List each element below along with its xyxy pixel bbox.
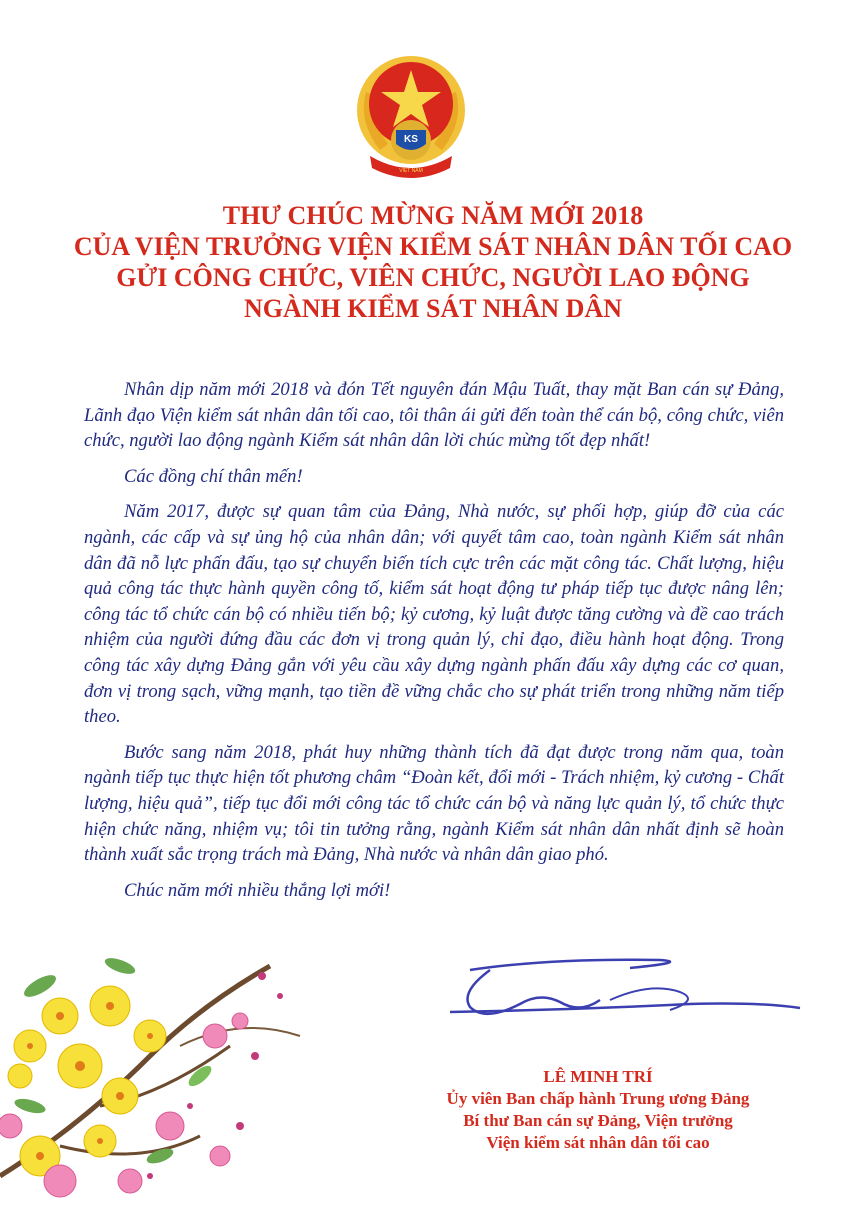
emblem: [352, 52, 470, 184]
title-line: NGÀNH KIỂM SÁT NHÂN DÂN: [244, 294, 622, 323]
title-line: GỬI CÔNG CHỨC, VIÊN CHỨC, NGƯỜI LAO ĐỘNG: [116, 263, 750, 292]
signer-title: Bí thư Ban cán sự Đảng, Viện trưởng: [463, 1111, 733, 1130]
blossom-icon: [0, 926, 420, 1200]
apricot-blossom-decoration: [0, 926, 420, 1200]
handwritten-signature: [430, 952, 810, 1042]
signer-title: Viện kiểm sát nhân dân tối cao: [486, 1133, 710, 1152]
signer-block: [388, 1066, 808, 1154]
body-paragraph: Năm 2017, được sự quan tâm của Đảng, Nhà nước, sự phối hợp, giúp đỡ của các ngành, các cấp và sự ủng hộ của nhân dân; với quyết tâm cao, toàn ngành Kiểm sát nhân dân đã nỗ lực phấn đấu, tạo sự chuyển biến tích cực trên các mặt công tác. Chất lượng, hiệu quả công tác thực hành quyền công tố, kiểm sát hoạt động tư pháp tiếp tục được nâng lên; công tác tổ chức cán bộ có nhiều tiến bộ; kỷ cương, kỷ luật được tăng cường và đề cao trách nhiệm của người đứng đầu các đơn vị trong quản lý, chỉ đạo, điều hành hoạt động. Trong công tác xây dựng Đảng gắn với yêu cầu xây dựng ngành phấn đấu xây dựng các cơ quan, đơn vị trong sạch, vững mạnh, tạo tiền đề vững chắc cho sự phát triển trong những năm tiếp theo.: [84, 501, 784, 728]
procuracy-emblem-icon: [352, 52, 470, 184]
signer-title: Ủy viên Ban chấp hành Trung ương Đảng: [446, 1089, 750, 1108]
title-line: THƯ CHÚC MỪNG NĂM MỚI 2018: [222, 201, 644, 230]
body-paragraph: Chúc năm mới nhiều thắng lợi mới!: [124, 879, 391, 901]
signature-icon: [430, 952, 810, 1042]
body-paragraph: Các đồng chí thân mến!: [124, 465, 303, 487]
letter-body: [84, 377, 784, 913]
signer-name: LÊ MINH TRÍ: [543, 1067, 653, 1086]
letter-title: [60, 200, 806, 324]
body-paragraph: Bước sang năm 2018, phát huy những thành tích đã đạt được trong năm qua, toàn ngành tiếp tục thực hiện tốt phương châm “Đoàn kết, đổi mới - Trách nhiệm, kỷ cương - Chất lượng, hiệu quả”, tiếp tục đổi mới công tác tổ chức cán bộ và năng lực quản lý, tổ chức thực hiện chức năng, nhiệm vụ; tôi tin tưởng rằng, ngành Kiểm sát nhân dân nhất định sẽ hoàn thành xuất sắc trọng trách mà Đảng, Nhà nước và nhân dân giao phó.: [84, 741, 784, 866]
svg-text:KS: KS: [404, 134, 418, 145]
title-line: CỦA VIỆN TRƯỞNG VIỆN KIỂM SÁT NHÂN DÂN TỐI CAO: [73, 232, 793, 261]
body-paragraph: Nhân dịp năm mới 2018 và đón Tết nguyên đán Mậu Tuất, thay mặt Ban cán sự Đảng, Lãnh đạo Viện kiểm sát nhân dân tối cao, tôi thân ái gửi đến toàn thể cán bộ, công chức, viên chức, người lao động ngành Kiểm sát nhân dân lời chúc mừng tốt đẹp nhất!: [84, 379, 784, 452]
svg-text:VIỆT NAM: VIỆT NAM: [399, 168, 423, 174]
